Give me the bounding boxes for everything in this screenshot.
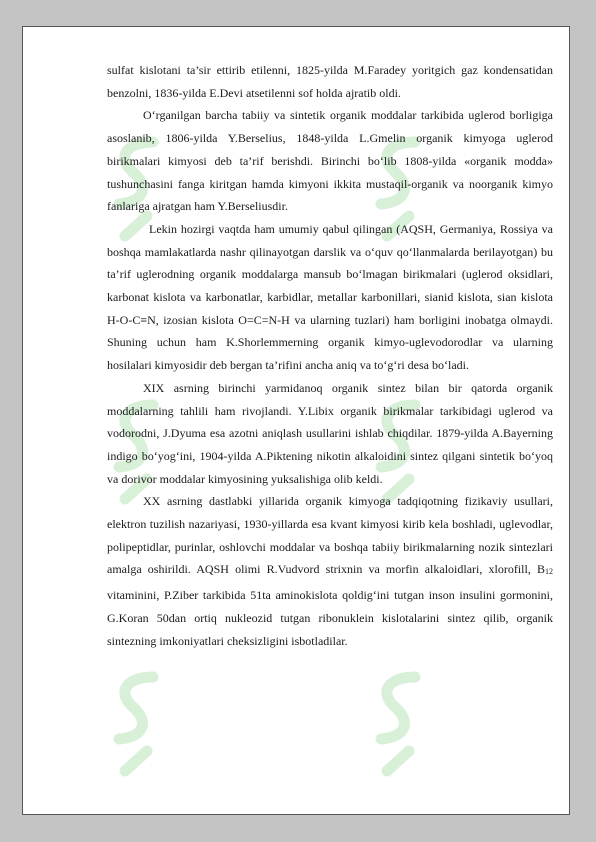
watermark-logo-icon bbox=[107, 667, 163, 779]
paragraph: XIX asrning birinchi yarmidanoq organik sintez bilan bir qatorda organik moddalarning tahlili ham rivojlandi. Y.Libix organik birikmalar tarkibidagi uglerod va vodorodni, J.Dyuma esa azotni aniqlash usullarini ishlab chiqdilar. 1879-yilda A.Bayerning indigo bo‘yog‘ini, 1904-yilda A.Piktening nikotin alkaloidini sintez qilgani sintetik bo‘yoq va dorivor moddalar kimyosining yuksalishiga olib keldi. bbox=[107, 380, 553, 486]
paragraph bbox=[107, 490, 553, 652]
document-page bbox=[22, 26, 570, 815]
paragraph: sulfat kislotani ta’sir ettirib etilenni, 1825-yilda M.Faradey yoritgich gaz kondensatidan benzolni, 1836-yilda E.Devi atsetilenni sof holda ajratib oldi. bbox=[107, 63, 553, 100]
paragraph: Lekin hozirgi vaqtda ham umumiy qabul qilingan (AQSH, Germaniya, Rossiya va boshqa mamlakatlarda nashr qilinayotgan darslik va o‘quv qo‘llanmalarda berilayotgan) bu ta’rif uglerodning organik moddalarga mansub bo‘lmagan birikmalari (uglerod oksidlari, karbonat kislota va karbonatlar, karbidlar, metallar karbonillari, sianid kislota, sian kislota H-O-C≡N, izosian kislota O=C=N-H va ularning tuzlari) ham borligini inobatga olmaydi. Shuning uchun ham K.Shorlemmerning organik kimyo-uglevodorodlar va ularning hosilalari kimyosidir deb bergan ta’rifini ancha aniq va to‘g‘ri desa bo‘ladi. bbox=[107, 221, 553, 373]
paragraph: O‘rganilgan barcha tabiiy va sintetik organik moddalar tarkibida uglerod borligiga asoslanib, 1806-yilda Y.Berselius, 1848-yilda L.Gmelin organik kimyoga uglerod birikmalari kimyosi deb ta’rif berishdi. Birinchi bo‘lib 1808-yilda «organik modda» tushunchasini fanga kiritgan hamda kimyoni ikkita mustaqil-organik va noorganik kimyo fanlariga ajratgan ham Y.Berseliusdir. bbox=[107, 108, 553, 214]
subscript: 12 bbox=[545, 567, 553, 577]
document-body bbox=[107, 59, 553, 652]
watermark-logo-icon bbox=[369, 667, 425, 779]
paragraph-text: XX asrning dastlabki yillarida organik kimyoga tadqiqotning fizikaviy usullari, elektron tuzilish nazariyasi, 1930-yillarda esa kvant kimyosi kirib kela boshladi, uglevodlar, polipeptidlar, purinlar, oshlovchi moddalar va boshqa tabiiy birikmalarning nozik sintezlari amalga oshirildi. AQSH olimi R.Vudvord strixnin va morfin alkaloidlari, xlorofill, B bbox=[107, 494, 553, 577]
paragraph-text: vitaminini, P.Ziber tarkibida 51ta aminokislota qoldig‘ini tutgan inson insulini gormonini, G.Koran 50dan ortiq nukleozid tutgan ribonuklein kislotalarini sintez qilib, organik sintezning imkoniyatlari cheksizligini isbotladilar. bbox=[107, 588, 553, 648]
